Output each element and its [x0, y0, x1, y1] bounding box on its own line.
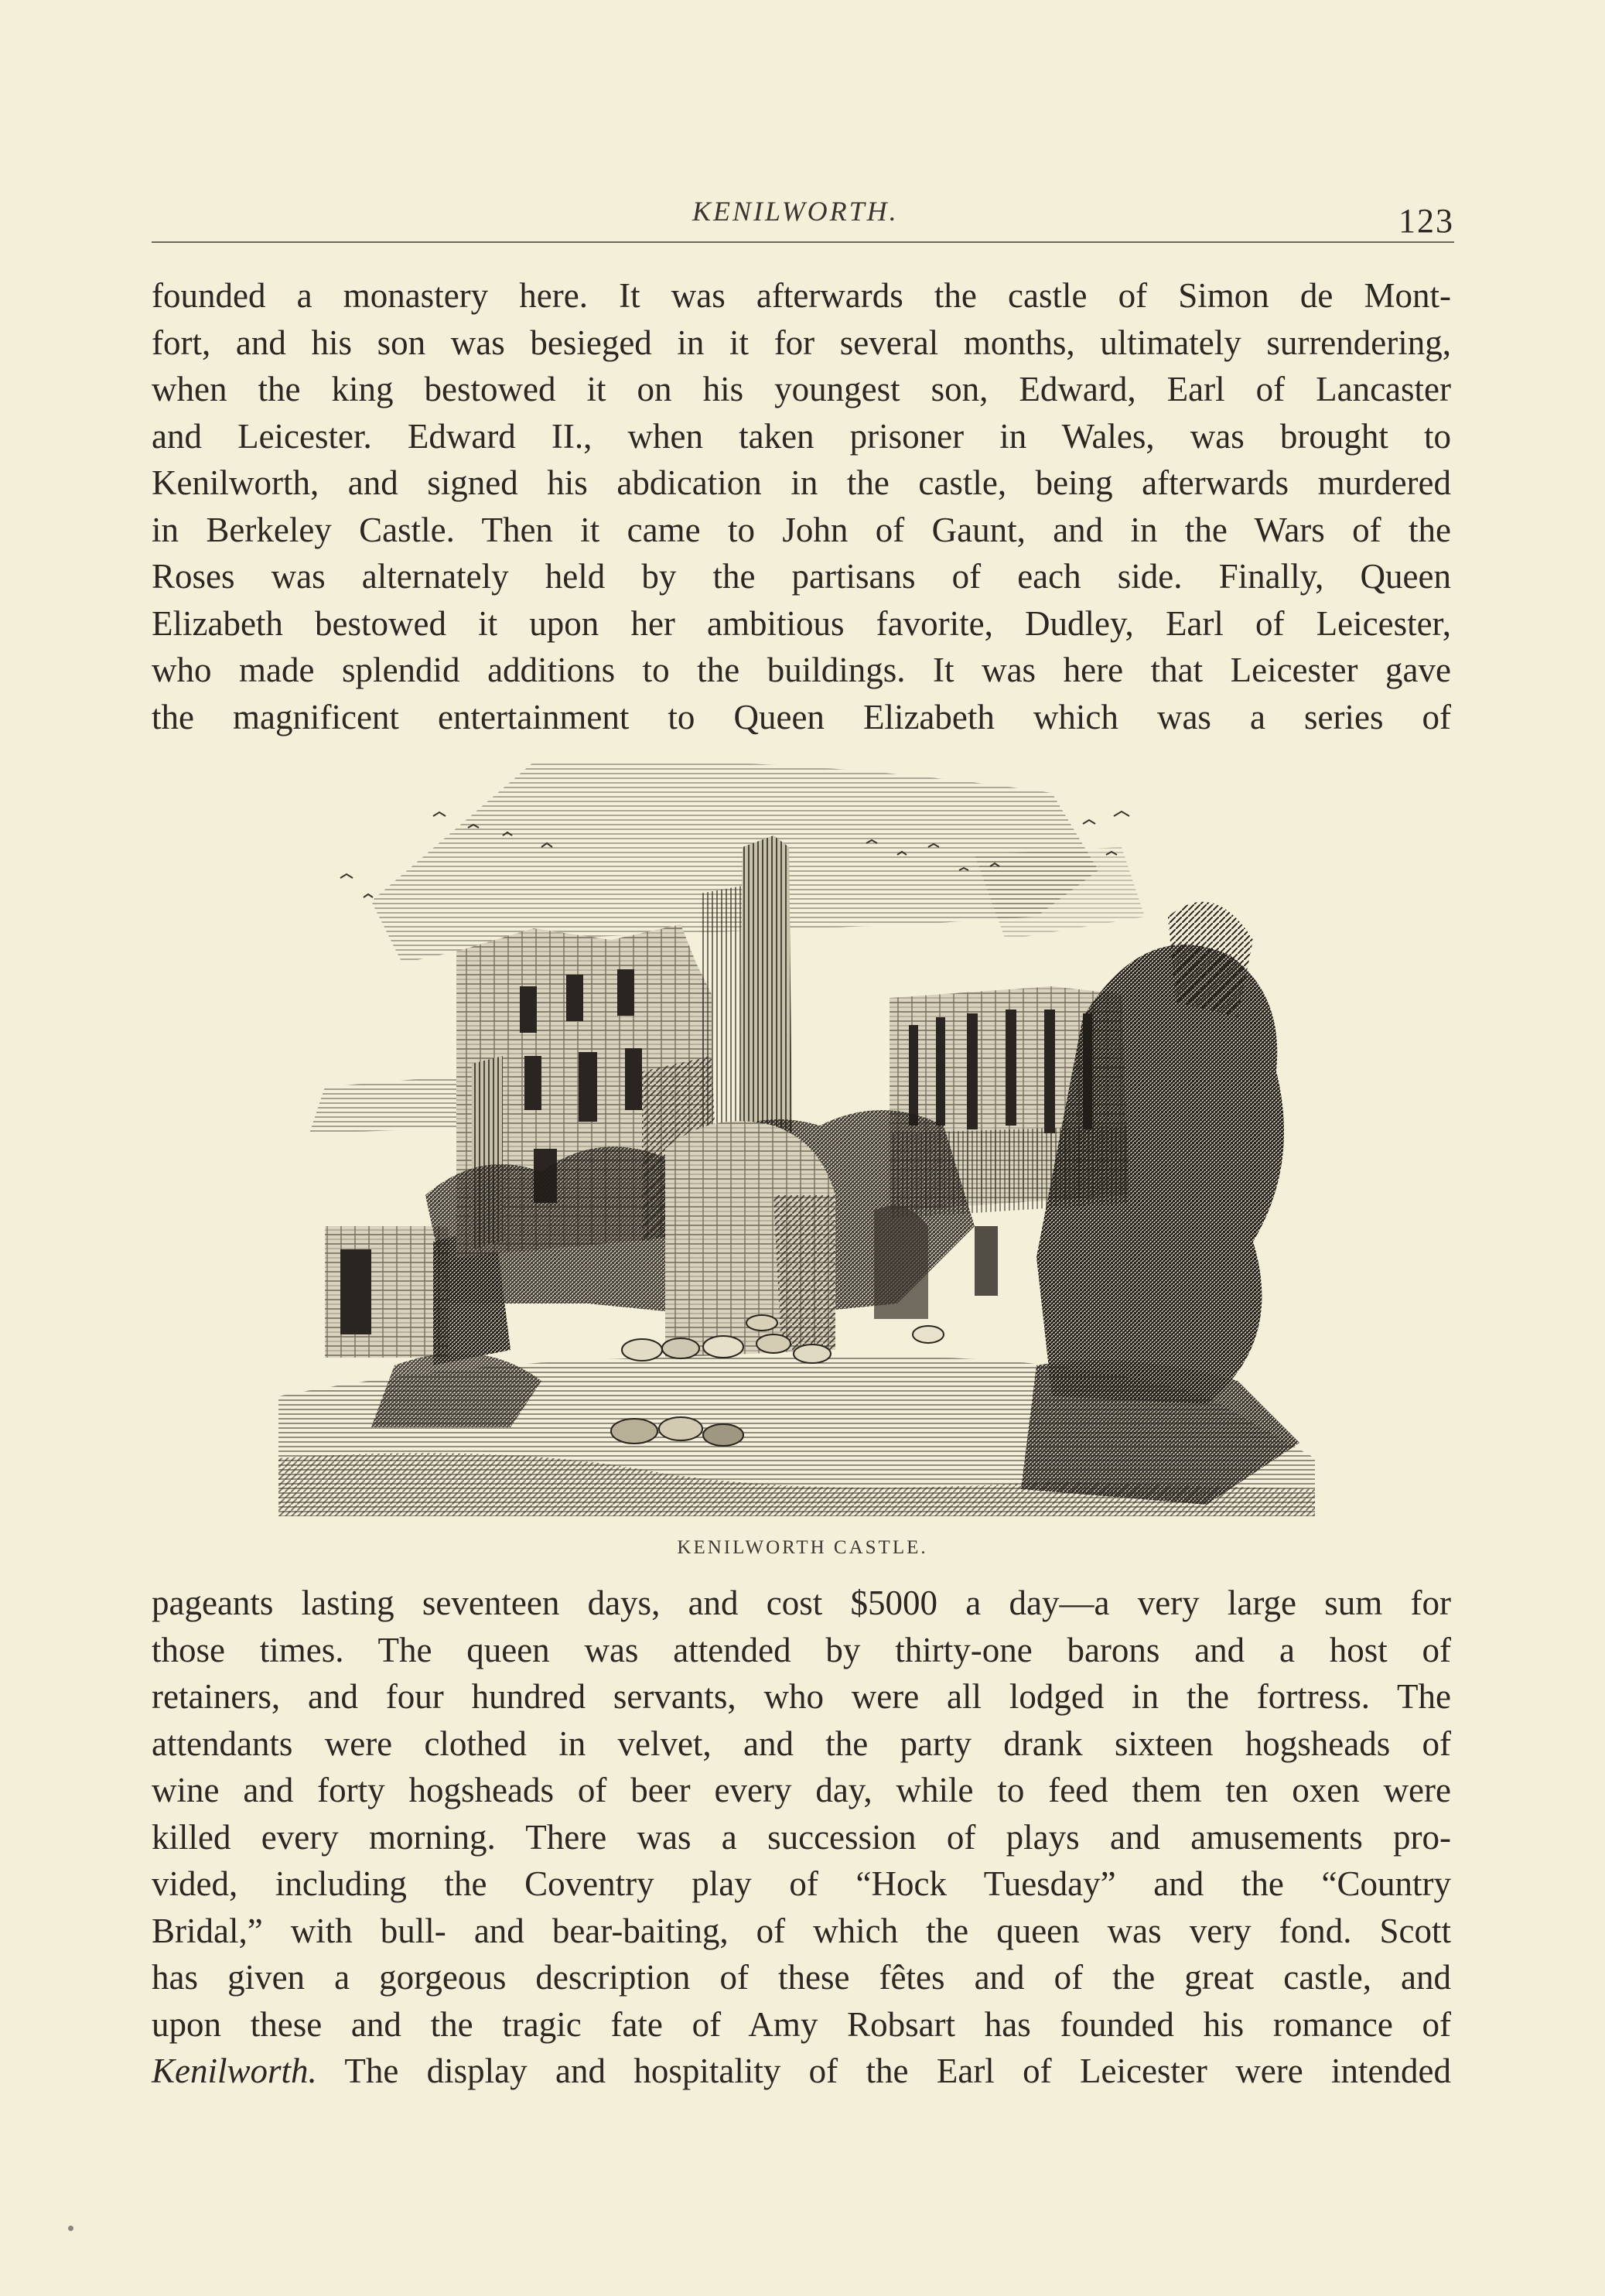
text-line: has given a gorgeous description of these fêtes and of the great castle, and — [152, 1958, 1451, 1997]
page-speck — [68, 2226, 73, 2231]
text-line: Kenilworth, and signed his abdication in the castle, being afterwards murdered — [152, 463, 1451, 502]
text-line: attendants were clothed in velvet, and the party drank sixteen hogsheads of — [152, 1724, 1451, 1763]
text-line: fort, and his son was besieged in it for several months, ultimately surrendering, — [152, 323, 1451, 362]
text-line: those times. The queen was attended by thirty-one barons and a host of — [152, 1630, 1451, 1669]
header-rule — [152, 241, 1454, 243]
running-head — [0, 195, 1605, 241]
text-line: pageants lasting seventeen days, and cost $5000 a day—a very large sum for — [152, 1584, 1451, 1622]
paragraph-bottom — [152, 1580, 1451, 2095]
text-line: killed every morning. There was a succession of plays and amusements pro- — [152, 1817, 1451, 1857]
ground — [278, 1353, 1315, 1516]
page-number: 123 — [1398, 202, 1454, 240]
text-line: upon these and the tragic fate of Amy Robsart has founded his romance of — [152, 2004, 1451, 2044]
text-line: Elizabeth bestowed it upon her ambitious favorite, Dudley, Earl of Leicester, — [152, 603, 1451, 643]
text-line: when the king bestowed it on his youngest son, Edward, Earl of Lancaster — [152, 370, 1451, 408]
text-line: vided, including the Coventry play of “Hock Tuesday” and the “Country — [152, 1864, 1451, 1903]
running-title: KENILWORTH. — [692, 196, 899, 227]
text-line: the magnificent entertainment to Queen Elizabeth which was a series of — [152, 697, 1451, 736]
text-line: retainers, and four hundred servants, who were all lodged in the fortress. The — [152, 1677, 1451, 1716]
text-line: and Leicester. Edward II., when taken prisoner in Wales, was brought to — [152, 416, 1451, 456]
text-line: in Berkeley Castle. Then it came to John of Gaunt, and in the Wars of the — [152, 510, 1451, 549]
text-line — [152, 2048, 1451, 2095]
text-line: Roses was alternately held by the partisans of each side. Finally, Queen — [152, 557, 1451, 596]
figure-caption: KENILWORTH CASTLE. — [677, 1537, 928, 1558]
text-line: Bridal,” with bull- and bear-baiting, of which the queen was very fond. Scott — [152, 1911, 1451, 1950]
text-line: who made splendid additions to the buildings. It was here that Leicester gave — [152, 651, 1451, 689]
text-line: wine and forty hogsheads of beer every day, while to feed them ten oxen were — [152, 1771, 1451, 1809]
text-line-rest: The display and hospitality of the Earl of Leicester were intended — [316, 2052, 1451, 2090]
paragraph-top — [152, 272, 1451, 740]
kenilworth-castle-engraving — [278, 762, 1315, 1516]
text-line: founded a monastery here. It was afterwards the castle of Simon de Mont- — [152, 276, 1451, 315]
book-title-italic: Kenilworth. — [152, 2052, 317, 2090]
